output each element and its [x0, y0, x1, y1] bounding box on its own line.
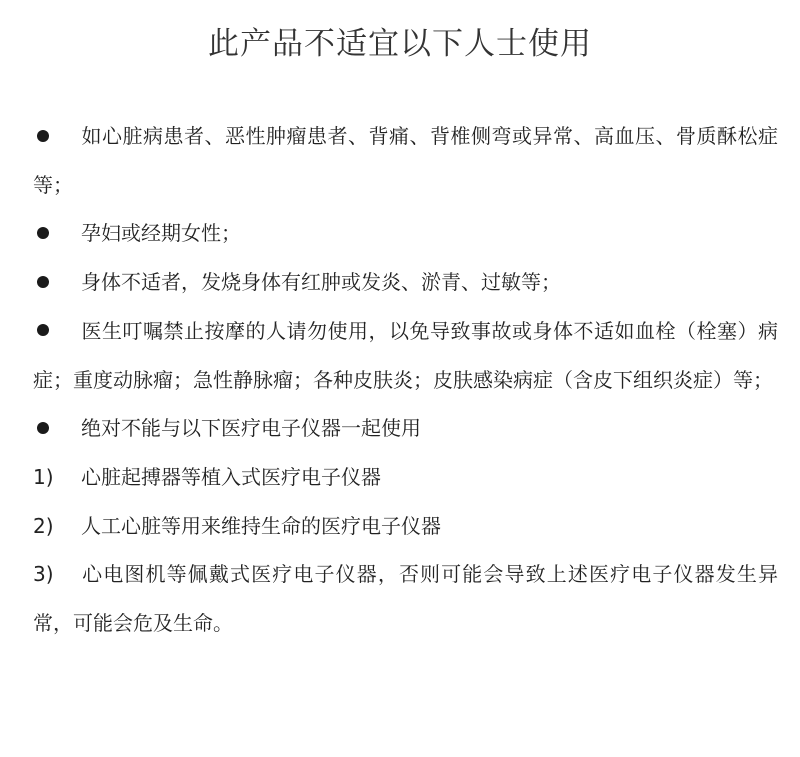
- list-item: [33, 404, 778, 453]
- bullet-icon: [33, 209, 81, 258]
- item-number: 1): [33, 464, 54, 489]
- bullet-icon: [33, 307, 81, 356]
- item-number: 2): [33, 513, 54, 538]
- warning-list: [33, 112, 778, 648]
- list-item: [33, 258, 778, 307]
- numbered-item: [33, 453, 778, 502]
- bullet-icon: [33, 404, 81, 453]
- list-item: [33, 209, 778, 258]
- item-number: 3): [33, 562, 54, 587]
- numbered-item: [33, 550, 778, 647]
- numbered-item-text: 心脏起搏器等植入式医疗电子仪器: [81, 464, 381, 489]
- list-item: [33, 112, 778, 209]
- bullet-icon: [33, 258, 81, 307]
- numbered-item-text: 心电图机等佩戴式医疗电子仪器，否则可能会导致上述医疗电子仪器发生异常，可能会危及生命。: [33, 562, 778, 636]
- list-item-text: 身体不适者，发烧身体有红肿或发炎、淤青、过敏等；: [81, 270, 561, 295]
- page-title: 此产品不适宜以下人士使用: [208, 26, 592, 62]
- bullet-icon: [33, 112, 81, 161]
- list-item-text: 绝对不能与以下医疗电子仪器一起使用: [81, 416, 421, 441]
- list-item-text: 孕妇或经期女性；: [81, 221, 241, 246]
- list-item: [33, 307, 778, 404]
- list-item-text: 如心脏病患者、恶性肿瘤患者、背痛、背椎侧弯或异常、高血压、骨质酥松症等；: [33, 124, 778, 197]
- numbered-item: [33, 502, 778, 551]
- list-item-text: 医生叮嘱禁止按摩的人请勿使用，以免导致事故或身体不适如血栓（栓塞）病症；重度动脉瘤；急性静脉瘤；各种皮肤炎；皮肤感染病症（含皮下组织炎症）等；: [33, 318, 778, 392]
- numbered-item-text: 人工心脏等用来维持生命的医疗电子仪器: [81, 513, 441, 538]
